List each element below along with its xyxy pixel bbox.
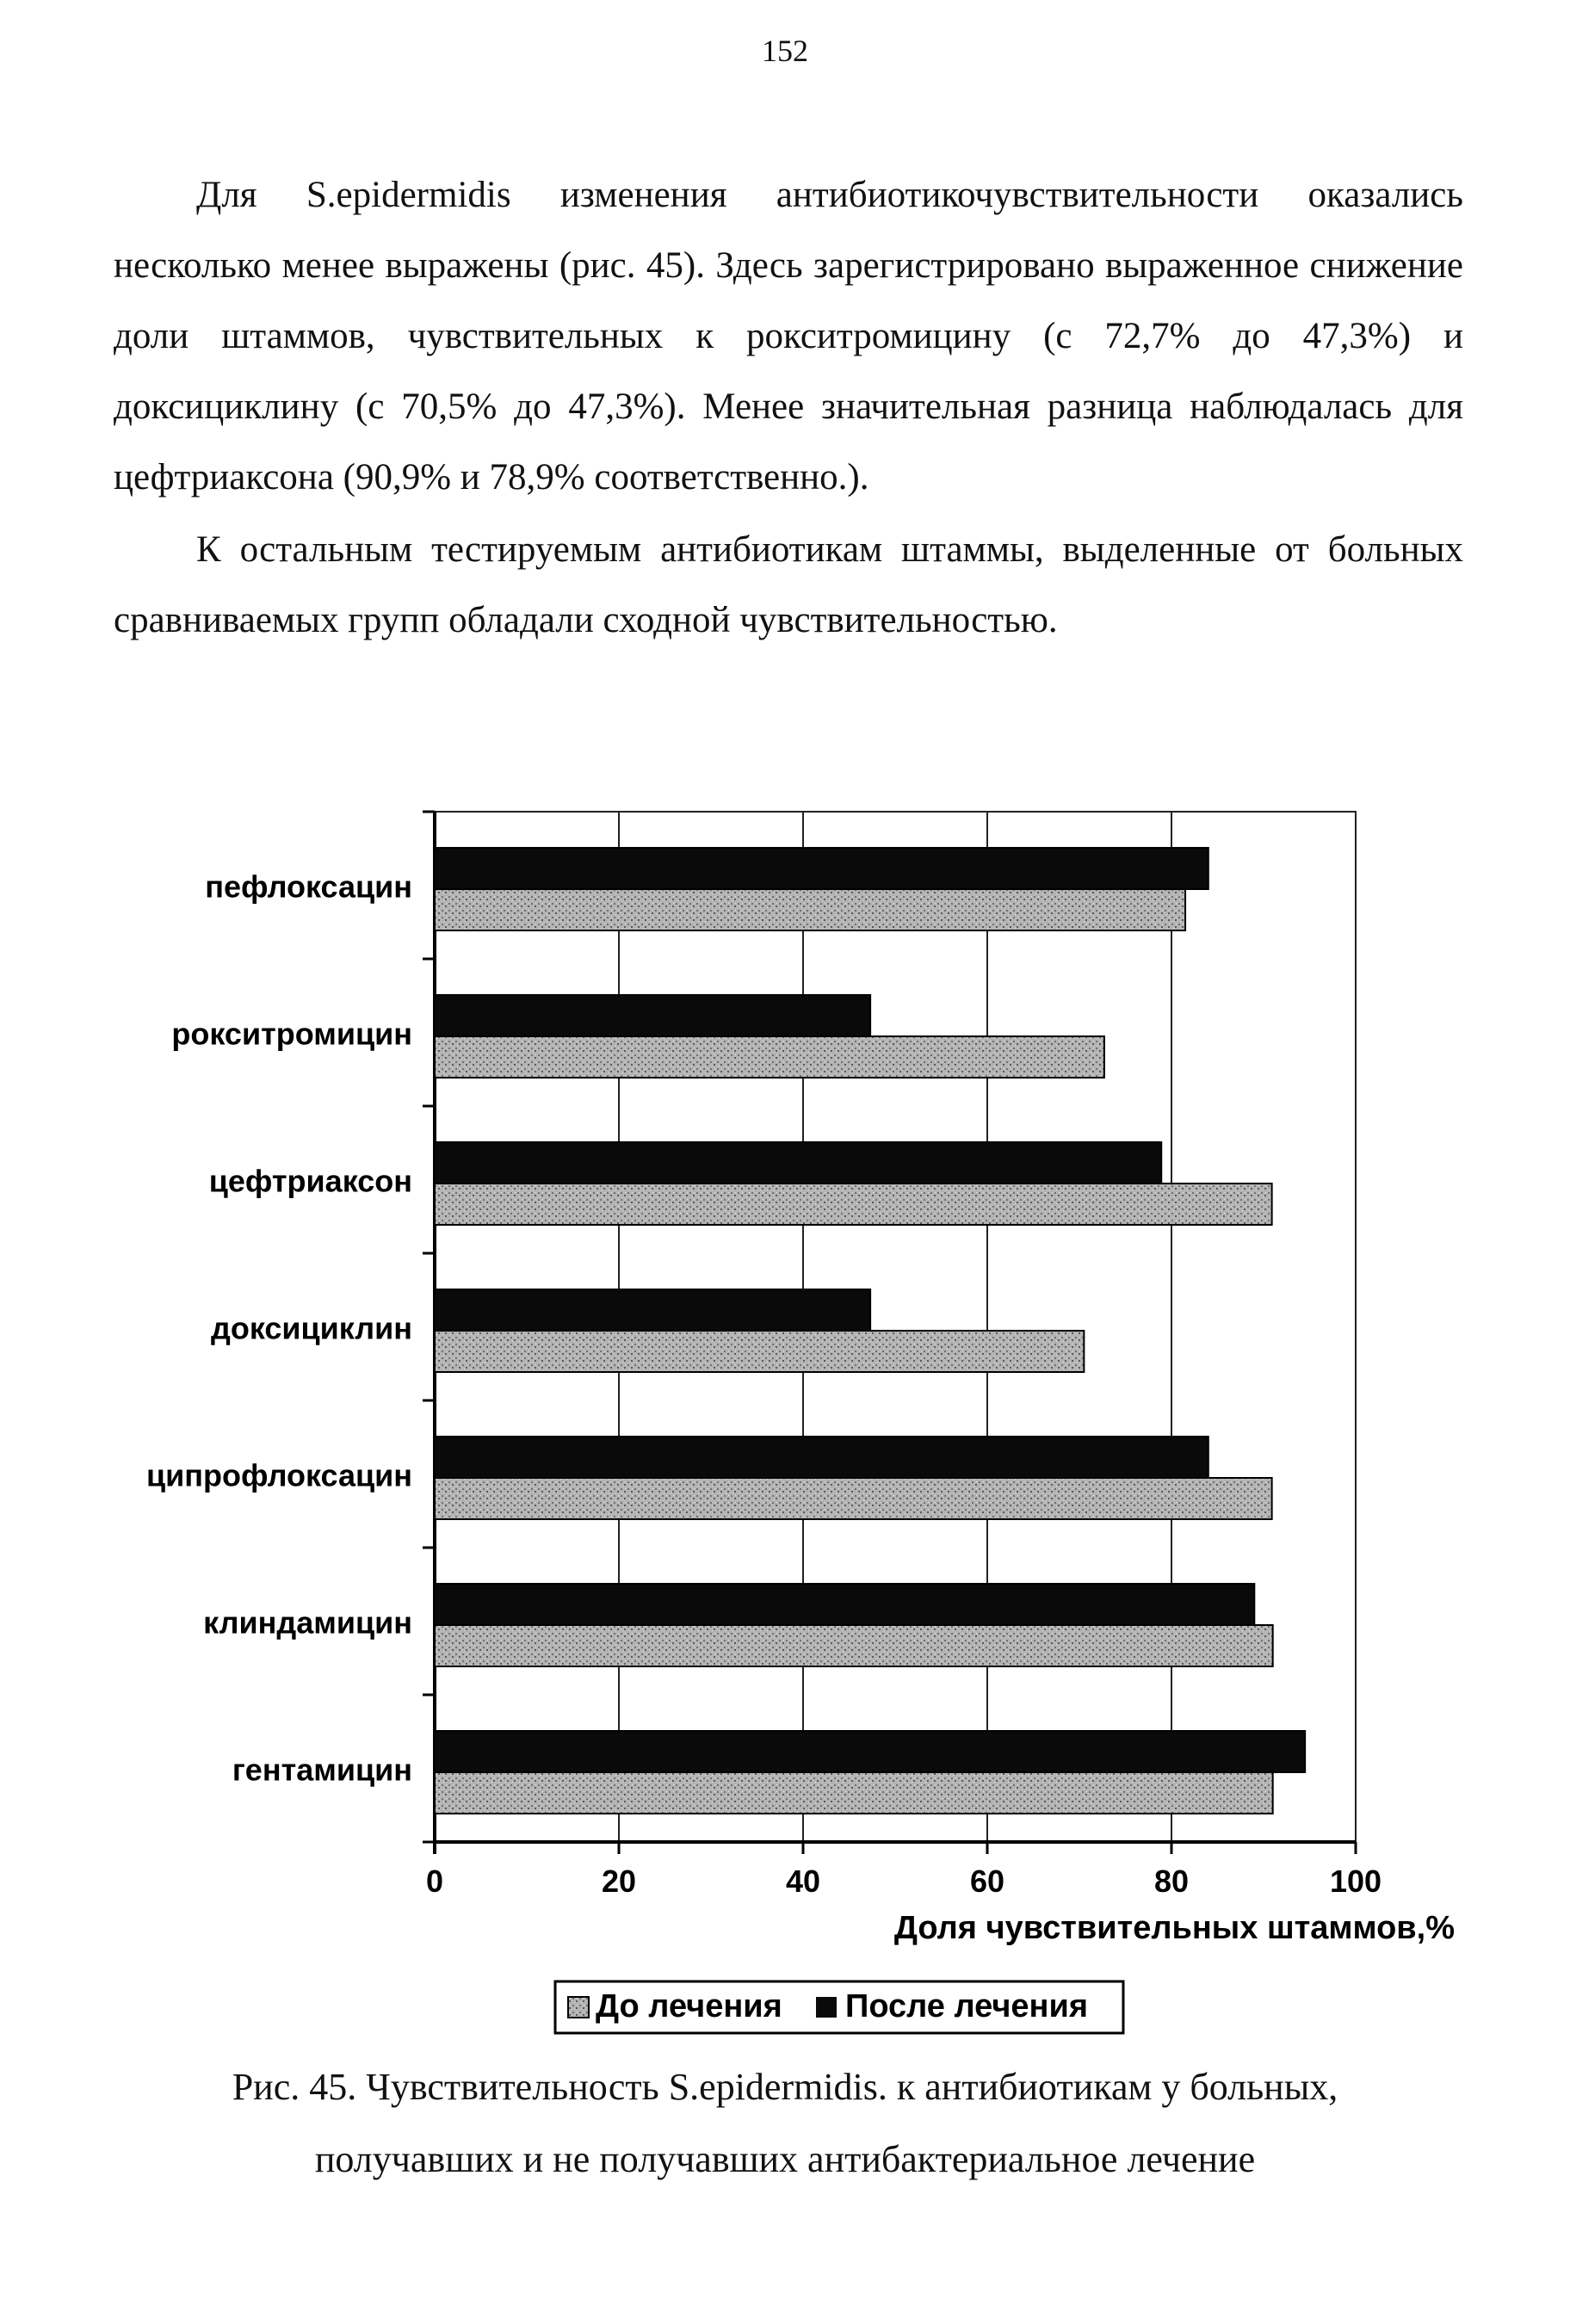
bar-before-treatment <box>435 1625 1273 1666</box>
bar-before-treatment <box>435 1184 1272 1225</box>
legend-label-after: После лечения <box>845 1988 1088 2024</box>
bar-after-treatment <box>435 1142 1161 1184</box>
bar-after-treatment <box>435 848 1208 889</box>
chart-legend <box>555 1981 1123 2033</box>
paragraph: Для S.epidermidis изменения антибиотикочувствительности оказались несколько менее выражены (рис. 45). Здесь зарегистрировано выраженное снижение доли штаммов, чувствительных к рокситромицину (с 72,7% до 47,3%) и доксициклину (с 70,5% до 47,3%). Менее значительная разница наблюдалась для цефтриаксона (90,9% и 78,9% соответственно.). <box>114 175 1463 498</box>
figure-caption-line-1: Рис. 45. Чувствительность S.epidermidis. к антибиотикам у больных, <box>232 2066 1338 2108</box>
x-tick-label: 40 <box>785 1864 821 1899</box>
paragraph: К остальным тестируемым антибиотикам штаммы, выделенные от больных сравниваемых групп обладали сходной чувствительностью. <box>114 529 1463 640</box>
x-axis-title: Доля чувствительных штаммов,% <box>893 1910 1455 1946</box>
page-number: 152 <box>762 34 808 68</box>
x-tick-label: 80 <box>1153 1864 1190 1899</box>
y-category-label: доксициклин <box>211 1310 412 1346</box>
bar-after-treatment <box>435 995 870 1036</box>
y-category-label: цефтриаксон <box>208 1163 412 1199</box>
bar-before-treatment <box>435 1036 1104 1078</box>
bar-before-treatment <box>435 1772 1273 1814</box>
x-tick-label: 20 <box>601 1864 637 1899</box>
legend-swatch-before <box>568 1997 589 2018</box>
x-tick-label: 60 <box>969 1864 1005 1899</box>
figure-caption-line-2: получавших и не получавших антибактериальное лечение <box>314 2138 1256 2180</box>
y-category-label: гентамицин <box>232 1752 412 1788</box>
bar-before-treatment <box>435 1478 1272 1519</box>
y-category-label: клиндамицин <box>203 1604 412 1641</box>
x-tick-label: 100 <box>1329 1864 1382 1899</box>
y-category-label: рокситромицин <box>171 1016 412 1052</box>
legend-label-before: До лечения <box>596 1988 782 2024</box>
legend-swatch-after <box>816 1997 837 2018</box>
bar-after-treatment <box>435 1731 1305 1772</box>
bar-after-treatment <box>435 1584 1254 1625</box>
bar-after-treatment <box>435 1437 1208 1478</box>
bar-chart <box>0 775 1570 2066</box>
y-category-label: ципрофлоксацин <box>145 1457 412 1493</box>
bar-before-treatment <box>435 1331 1084 1372</box>
bar-before-treatment <box>435 889 1185 930</box>
y-category-label: пефлоксацин <box>205 868 412 905</box>
bar-after-treatment <box>435 1289 870 1331</box>
x-tick-label: 0 <box>425 1864 444 1899</box>
